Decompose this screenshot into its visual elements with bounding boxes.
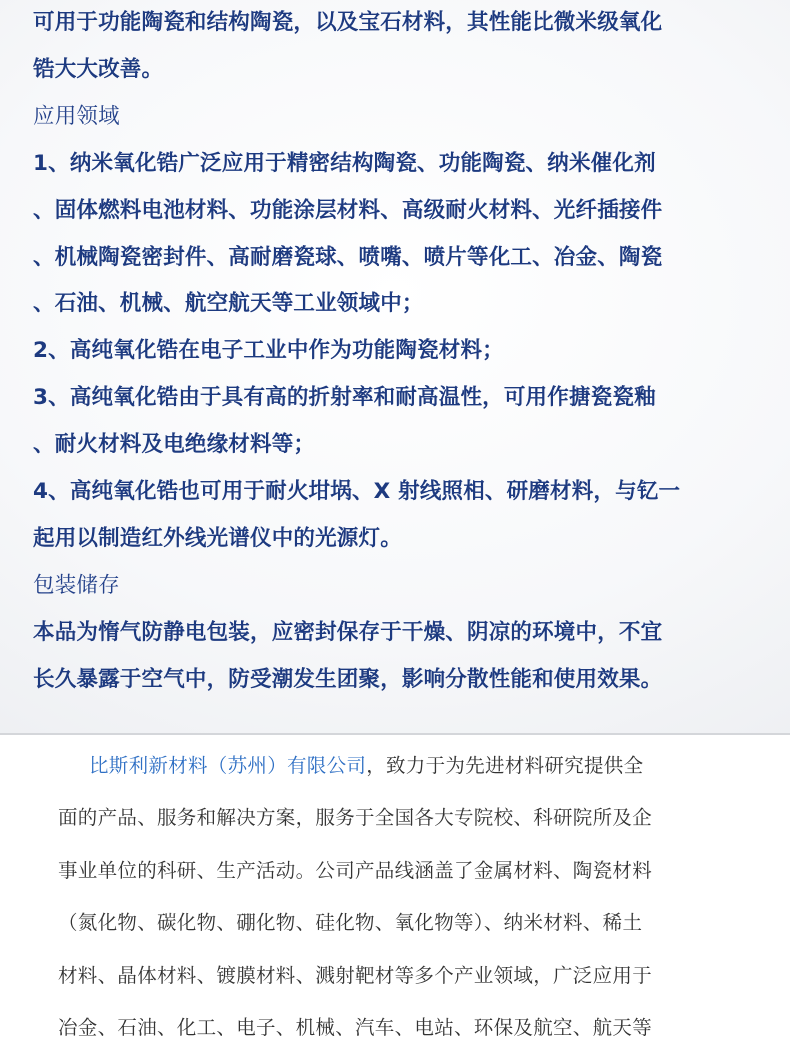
company-intro-panel: [0, 735, 790, 1042]
intro-line: 可用于功能陶瓷和结构陶瓷，以及宝石材料，其性能比微米级氧化: [33, 10, 663, 35]
application-heading: 应用领域: [33, 103, 120, 129]
company-intro-line: （氮化物、碳化物、硼化物、硅化物、氧化物等）、纳米材料、稀土: [58, 911, 643, 935]
company-intro-line: 材料、晶体材料、镀膜材料、溅射靶材等多个产业领域，广泛应用于: [58, 963, 653, 987]
company-intro-line: 冶金、石油、化工、电子、机械、汽车、电站、环保及航空、航天等: [58, 1016, 653, 1040]
intro-line: 锆大大改善。: [33, 56, 164, 82]
company-intro-line: 事业单位的科研、生产活动。公司产品线涵盖了金属材料、陶瓷材料: [58, 858, 653, 882]
application-line: 、石油、机械、航空航天等工业领域中；: [33, 291, 424, 317]
company-intro-first-line: [58, 740, 758, 792]
application-line: 、机械陶瓷密封件、高耐磨瓷球、喷嘴、喷片等化工、冶金、陶瓷: [33, 244, 663, 270]
application-line: 、固体燃料电池材料、功能涂层材料、高级耐火材料、光纤插接件: [33, 197, 663, 223]
product-description-text: [33, 0, 773, 704]
company-intro-first-line-rest: ，致力于为先进材料研究提供全: [366, 754, 644, 777]
application-line: 起用以制造红外线光谱仪中的光源灯。: [33, 525, 402, 551]
storage-line: 本品为惰气防静电包装，应密封保存于干燥、阴凉的环境中，不宜: [33, 619, 663, 645]
application-line: 4、高纯氧化锆也可用于耐火坩埚、X 射线照相、研磨材料，与钇一: [33, 479, 681, 505]
company-intro-text: [58, 740, 758, 1054]
application-line: 、耐火材料及电绝缘材料等；: [33, 432, 316, 458]
storage-heading: 包装储存: [33, 572, 120, 598]
application-line: 3、高纯氧化锆由于具有高的折射率和耐高温性，可用作搪瓷瓷釉: [33, 385, 656, 411]
storage-line: 长久暴露于空气中，防受潮发生团聚，影响分散性能和使用效果。: [33, 666, 663, 692]
application-line: 2、高纯氧化锆在电子工业中作为功能陶瓷材料；: [33, 338, 504, 364]
company-name: 比斯利新材料（苏州）有限公司: [89, 754, 367, 777]
company-intro-line: 面的产品、服务和解决方案，服务于全国各大专院校、科研院所及企: [58, 806, 653, 830]
application-line: 1、纳米氧化锆广泛应用于精密结构陶瓷、功能陶瓷、纳米催化剂: [33, 150, 656, 176]
